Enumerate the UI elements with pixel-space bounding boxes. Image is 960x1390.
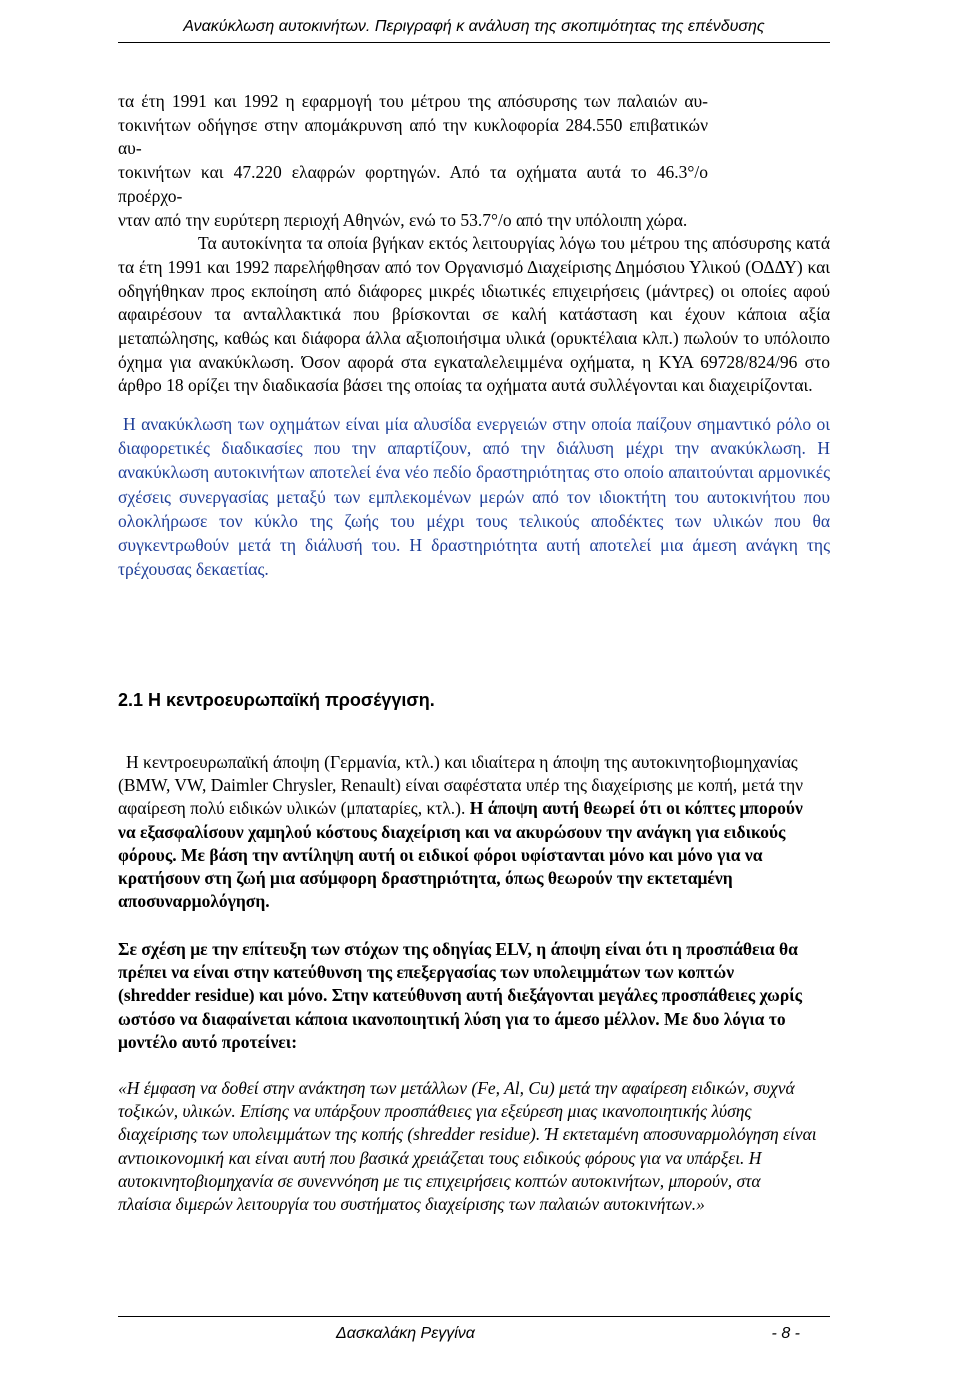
page-footer <box>118 1316 830 1345</box>
text-line: τοκινήτων οδήγησε στην απομάκρυνση από την κυκλοφορία 284.550 επιβατικών αυ- <box>118 114 708 159</box>
paragraph-elv-goals: Σε σχέση με την επίτευξη των στόχων της οδηγίας ELV, η άποψη είναι ότι η προσπάθεια θα πρέπει να είναι στην κατεύθυνση της επεξεργασίας των υπολειμμάτων των κοπτών (shredder residue) και μόνο. Στην κατεύθυνση αυτή διεξάγονται μεγάλες προσπάθειες χωρίς ωστόσο να διαφαίνεται κάποια ικανοποιητική λύση για το άμεσο μέλλον. Με δυο λόγια το μοντέλο αυτό προτείνει: <box>118 939 803 1052</box>
paragraph-opening-lines <box>118 90 708 232</box>
paragraph-body: Τα αυτοκίνητα τα οποία βγήκαν εκτός λειτουργίας λόγω του μέτρου της απόσυρσης κατά τα έτη 1991 και 1992 παρελήφθησαν από τον Οργανισμό Διαχείρισης Δημόσιου Υλικού (ΟΔΔΥ) και οδηγήθηκαν προς εκποίηση από διάφορες μικρές ιδιωτικές επιχειρήσεις (μάντρες) οι οποίες αφού αφαιρέσουν τα ανταλλακτικά που βρίσκονται σε καλή κατάσταση και έχουν κάποια αξία μεταπώλησης, καθώς και διάφορα άλλα αξιοποιήσιμα υλικά (ορυκτέλαια κλπ.) πωλούν το υπόλοιπο όχημα για ανακύκλωση. Όσον αφορά στα εγκαταλελειμμένα οχήματα, η ΚΥΑ 69728/824/96 στο άρθρο 18 ορίζει την διαδικασία βάσει της οποίας τα οχήματα αυτά συλλέγονται και διαχειρίζονται. <box>118 233 830 396</box>
paragraph-text: Η κεντροευρωπαϊκή άποψη (Γερμανία, κτλ.) και ιδιαίτερα η άποψη της αυτοκινητοβιομηχανίας (BMW, VW, Daimler Chrysler, Renault) είναι σαφέστατα υπέρ της διαχείρισης με κοπή, μετά την αφαίρεση πολύ ειδικών υλικών (μπαταρίες, κτλ.). <box>118 752 804 819</box>
text-line: τοκινήτων και 47.220 ελαφρών φορτηγών. Από τα οχήματα αυτά το 46.3°/ο προέρχο- <box>118 162 708 206</box>
page-header <box>118 18 830 43</box>
paragraph-recycling-chain: Η ανακύκλωση των οχημάτων είναι μία αλυσίδα ενεργειών στην οποία παίζουν σημαντικό ρόλο οι διαφορετικές διαδικασίες που την απαρτίζουν, από την διάλυση μέχρι την ανακύκλωση. Η ανακύκλωση αυτοκινήτων αποτελεί ένα νέο πεδίο δραστηριότητας στο οποίο απαιτούνται αρμονικές σχέσεις συνεργασίας μεταξύ των εμπλεκομένων μερών από τον ιδιοκτήτη του αυτοκινήτου που ολοκλήρωσε τον κύκλο της ζωής του μέχρι τους τελικούς αποδέκτες των υλικών που θα συγκεντρωθούν μετά τη διάλυσή του. Η δραστηριότητα αυτή αποτελεί μια άμεση ανάγκη της τρέχουσας δεκαετίας. <box>118 414 830 580</box>
quoted-proposal: «Η έμφαση να δοθεί στην ανάκτηση των μετάλλων (Fe, Al, Cu) μετά την αφαίρεση ειδικών, συχνά τοξικών, υλικών. Επίσης να υπάρξουν προσπάθειες για εξεύρεση μιας ικανοποιητικής λύσης διαχείρισης των υπολειμμάτων της κοπής (shredder residue). Ή εκτεταμένη αποσυναρμολόγηση είναι αντιοικονομική και είναι αυτή που βασικά χρειάζεται τους ειδικούς φόρους για να υπάρξει. Η αυτοκινητοβιομηχανία σε συνεννόηση με τις επιχειρήσεις κοπτών αυτοκινήτων, μπορούν, στα πλαίσια διμερών λειτουργία του συστήματος διαχείρισης των παλαιών αυτοκινήτων.» <box>118 1078 817 1215</box>
page-number: - 8 - <box>771 1325 800 1342</box>
footer-author: Δασκαλάκη Ρεγγίνα <box>336 1325 475 1342</box>
header-title: Ανακύκλωση αυτοκινήτων. Περιγραφή κ ανάλυση της σκοπιμότητας της επένδυσης <box>183 18 765 35</box>
paragraph-apodosi <box>118 90 830 398</box>
paragraph-bold-text: Η άποψη αυτή θεωρεί ότι οι κόπτες μπορούν να εξασφαλίσουν χαμηλού κόστους διαχείριση και να ακυρώσουν την ανάγκη για ειδικούς φόρους. Με βάση την αντίληψη αυτή οι ειδικοί φόροι υφίστανται μόνο και μόνο για να κρατήσουν στη ζωή μια ασύμφορη δραστηριότητα, όπως θεωρούν την εκτεταμένη αποσυναρμολόγηση. <box>118 798 803 912</box>
paragraph-central-european-view <box>118 751 808 913</box>
text-line: τα έτη 1991 και 1992 η εφαρμογή του μέτρου της απόσυρσης των παλαιών αυ- <box>118 91 708 111</box>
text-line: νταν από την ευρύτερη περιοχή Αθηνών, ενώ το 53.7°/ο από την υπόλοιπη χώρα. <box>118 209 688 230</box>
section-heading: 2.1 Η κεντροευρωπαϊκή προσέγγιση. <box>118 690 435 710</box>
